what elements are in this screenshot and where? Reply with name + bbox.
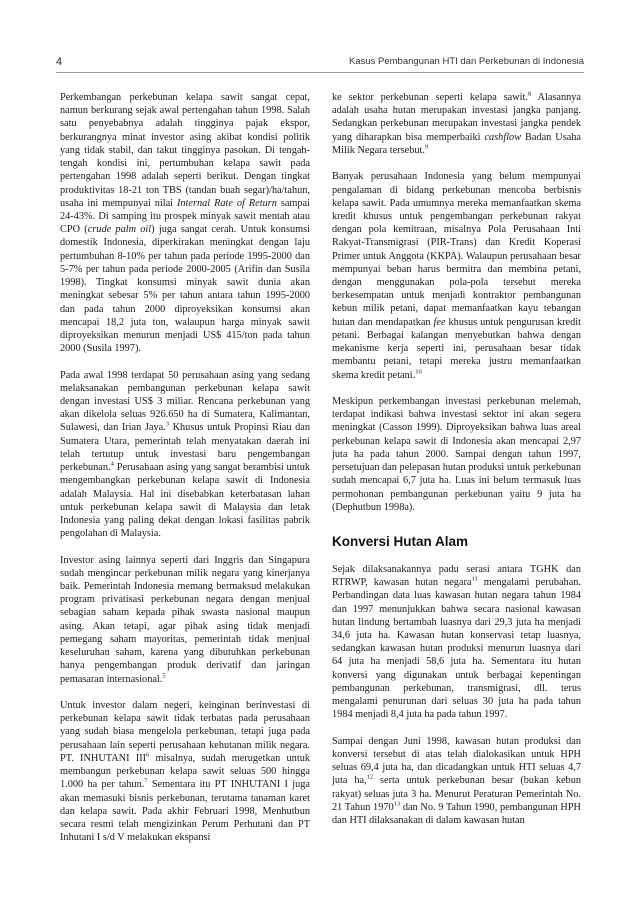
right-column: [332, 91, 581, 840]
paragraph-plantation-sector: ke sektor perkebunan seperti kelapa sawit.$^8$ Alasannya adalah usaha hutan merupakan investasi jangka panjang. Sedangkan perkebunan merupakan investasi jangka pendek yang diharapkan bisa memperbaiki cashflow Badan Usaha Milik Negara tersebut.$^9$: [332, 90, 582, 156]
left-column: [60, 91, 310, 858]
footnote-ref: 6: [146, 751, 150, 759]
footnote-ref: 13: [393, 800, 401, 808]
paragraph-credit-schemes: Banyak perusahaan Indonesia yang belum mempunyai pengalaman di bidang perkebunan mencoba berbisnis kelapa sawit. Pada umumnya mereka memanfaatkan skema kredit khusus untuk pengembangan perkebunan rakyat dengan pola kemitraan, misalnya Pola Perusahaan Inti Rakyat-Transmigrasi (PIR-Trans) dan Kredit Koperasi Primer untuk Anggota (KKPA). Walaupun perusahaan besar mempunyai beban harus bermitra dan membina petani, dengan menggunakan pola-pola tersebut mereka berkesempatan untuk menjadi kontraktor pembangunan kebun milik petani, dapat memanfaatkan kayu tebangan hutan dan mendapatkan fee khusus untuk pengurusan kredit petani. Berbagai kalangan menyebutkan bahwa dengan mekanisme kerja seperti ini, perusahaan besar tidak membantu petani, tetapi mereka justru memanfaatkan skema kredit petani.$^{10}$: [332, 171, 581, 381]
paragraph-forest-allocation: Sampai dengan Juni 1998, kawasan hutan produksi dan konversi tersebut di atas telah dialokasikan untuk HPH seluas 69,4 juta ha, dan dicadangkan untuk HTI seluas 4,7 juta ha,$^{12}$ serta untuk perkebunan besar (bukan kebun rakyat) seluas juta 3 ha. Menurut Peraturan Pemerintah No. 21 Tahun 1970$^{13}$ dan No. 9 Tahun 1990, pembangunan HPH dan HTI dilaksanakan di dalam kawasan hutan: [332, 735, 581, 827]
footnote-ref: 3: [165, 421, 169, 429]
paragraph-foreign-companies: Pada awal 1998 terdapat 50 perusahaan asing yang sedang melaksanakan pembangunan perkebunan kelapa sawit dengan investasi US$ 3 miliar. Rencana perkebunan yang akan dikelola seluas 926.650 ha di Sumatera, Kalimantan, Sulawesi, dan Irian Jaya.$^3$ Khusus untuk Propinsi Riau dan Sumatera Utara, pemerintah telah menyatakan daerah ini telah tertutup untuk investasi baru pengembangan perkebunan.$^4$ Perusahaan asing yang sangat berambisi untuk mengembangkan perkebunan kelapa sawit di Indonesia adalah Malaysia. Hal ini disebabkan keterbatasan lahan untuk perkebunan kelapa sawit di Malaysia dan letak Indonesia yang paling dekat dengan lokasi fasilitas pabrik pengolahan di Malaysia.: [60, 369, 310, 540]
page-header: [56, 52, 584, 73]
running-title: Kasus Pembangunan HTI dan Perkebunan di Indonesia: [348, 56, 584, 67]
paragraph-forest-area-change: Sejak dilaksanakannya padu serasi antara TGHK dan RTRWP, kawasan hutan negara$^{11}$ mengalami perubahan. Perbandingan data luas kawasan hutan negara tahun 1984 dan 1997 menunjukkan bahwa secara nasional kawasan hutan lindung bertambah luasnya dari 29,3 juta ha menjadi 34,6 juta ha. Kawasan hutan konservasi tetap luasnya, sedangkan kawasan hutan produksi menurun luasnya dari 64 juta ha menjadi 58,6 juta ha. Sementara itu hutan konversi yang digunakan untuk berbagai kepentingan pembangunan perkebunan, transmigrasi, dll. terus mengalami penurunan dari seluas 30 juta ha pada tahun 1984 menjadi 8,4 juta ha pada tahun 1997.: [332, 563, 582, 721]
paragraph-domestic-investors: Untuk investor dalam negeri, keinginan berinvestasi di perkebunan kelapa sawit tidak terbatas pada perusahaan yang sudah biasa mengelola perkebunan, tetapi juga pada perusahaan lain seperti perusahaan kehutanan milik negara. PT. INHUTANI III$^6$ misalnya, sudah merugetkan untuk membangun perkebunan kelapa sawit seluas 500 hingga 1.000 ha per tahun.$^7$ Sementara itu PT INHUTANI I juga akan memasuki bisnis perkebunan, terutama tanaman karet dan kelapa sawit. Pada akhir Februari 1998, Menhutbun secara resmi telah mengizinkan Perum Perhutani dan PT Inhutani I s/d V melakukan ekspansi: [60, 699, 310, 844]
footnote-ref: 9: [424, 143, 429, 151]
section-heading: Konversi Hutan Alam: [332, 533, 469, 549]
paragraph-palm-oil-growth: Perkembangan perkebunan kelapa sawit sangat cepat, namun berkurang sejak awal pertengahan tahun 1998. Salah satu penyebabnya adalah tingginya pajak ekspor, berkurangnya minat investor asing akibat kondisi politik yang tidak stabil, dan takut tingginya pasokan. Di tengah-tengah kondisi ini, pertumbuhan kelapa sawit pada pertengahan 1998 adalah seperti berikut. Dengan tingkat produktivitas 18-21 ton TBS (tandan buah segar)/ha/tahun, usaha ini mempunyai nilai Internal Rate of Return sampai 24-43%. Di samping itu prospek minyak sawit mentah atau CPO (crude palm oil) juga sangat cerah. Untuk konsumsi domestik Indonesia, diperkirakan meningkat dengan laju pertumbuhan 8-10% per tahun pada periode 1995-2000 dan 5-7% per tahun pada periode 2000-2005 (Arifin dan Susila 1998). Tingkat konsumsi minyak sawit dunia akan meningkat sebesar 5% per tahun antara tahun 1995-2000 dan pada tahun 2000 diproyeksikan konsumsi akan mencapai 18,2 juta ton, walaupun harga minyak sawit diproyeksikan menurun menjadi US$ 415/ton pada tahun 2000 (Susila 1997).: [60, 92, 310, 355]
paragraph-other-investors: Investor asing lainnya seperti dari Inggris dan Singapura sudah mengincar perkebunan milik negara yang kinerjanya baik. Pemerintah Indonesia memang bermaksud melakukan program privatisasi perkebunan negara dengan menjual sebagian saham kepada pihak swasta nasional maupun asing. Akan tetapi, agar pihak asing tidak menjadi pemegang saham mayoritas, pemerintah tidak menjual keseluruhan saham, karena yang dibutuhkan perkebunan hanya pengembangan produk derivatif dan jaringan pemasaran internasional.$^5$: [60, 554, 310, 685]
paragraph-investment-projection: Meskipun perkembangan investasi perkebunan melemah, terdapat indikasi bahwa investasi sektor ini akan segera meningkat (Casson 1999). Diproyeksikan bahwa luas areal perkebunan kelapa sawit di Indonesia akan mencapai 2,97 juta ha pada tahun 2000. Sampai dengan tahun 1997, persetujuan dan pelepasan hutan produksi untuk perkebunan sudah mencapai 6,7 juta ha. Luas ini belum termasuk luas permohonan pembangunan perkebunan yaitu 9 juta ha (Dephutbun 1998a).: [332, 395, 581, 513]
footnote-ref: 12: [366, 773, 374, 781]
footnote-ref: 4: [110, 460, 114, 468]
footnote-ref: 11: [471, 575, 478, 583]
page-number: 4: [56, 56, 63, 68]
footnote-ref: 10: [415, 368, 422, 376]
footnote-ref: 7: [144, 777, 148, 785]
footnote-ref: 5: [162, 672, 166, 680]
footnote-ref: 8: [527, 90, 532, 98]
